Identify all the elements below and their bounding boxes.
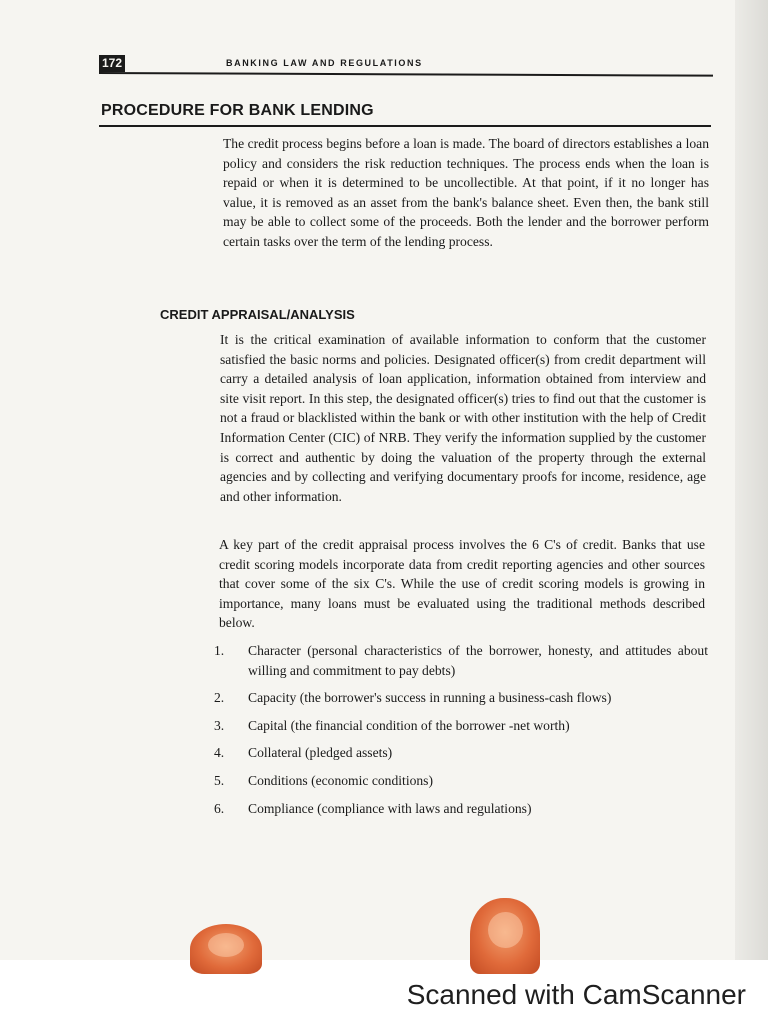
list-item-number: 1. [214, 643, 225, 658]
list-item-number: 3. [214, 717, 225, 733]
six-cs-paragraph: A key part of the credit appraisal process involves the 6 C's of credit. Banks that use credit scoring models incorporate data from credit reporting agencies and other sources that cover some of the six C's. While the use of credit scoring models is growing in importance, many loans must be evaluated using the traditional methods described below. [219, 537, 705, 631]
list-item-number: 6. [214, 800, 225, 816]
section-title: PROCEDURE FOR BANK LENDING [101, 102, 374, 119]
list-item-text: Compliance (compliance with laws and regulations) [248, 800, 532, 816]
intro-paragraph: The credit process begins before a loan is made. The board of directors establishes a loan policy and considers the risk reduction techniques. The process ends when the loan is repaid or when it is determined to be uncollectible. At that point, if it no longer has value, it is removed as an asset from the bank's balance sheet. Even then, the bank still may be able to collect some of the proceeds. Both the lender and the borrower perform certain tasks over the term of the lending process. [223, 136, 709, 249]
running-head: BANKING LAW AND REGULATIONS [226, 58, 423, 68]
scanner-watermark: Scanned with CamScanner [406, 979, 746, 1010]
six-cs-list [214, 641, 708, 826]
appraisal-paragraph: It is the critical examination of available information to conform that the customer satisfied the basic norms and policies. Designated officer(s) from credit department will carry a detailed analysis of loan application, information obtained from interview and site visit report. In this step, the designated officer(s) tries to find out that the customer is not a fraud or blacklisted within the bank or with other institution with the help of Credit Information Center (CIC) of NRB. They verify the information supplied by the customer is correct and authentic by doing the valuation of the property through the external agencies and by collecting and verifying documentary proofs for income, residence, age and other information. [220, 332, 706, 504]
list-item-number: 2. [214, 690, 225, 706]
list-item-number: 5. [214, 772, 225, 788]
list-item-text: Capital (the financial condition of the borrower -net worth) [248, 717, 570, 733]
subsection-title: CREDIT APPRAISAL/ANALYSIS [160, 307, 355, 322]
list-item-number: 4. [214, 745, 225, 761]
page-edge-shadow [735, 0, 768, 960]
section-rule [99, 125, 711, 127]
left-fingertip-image [190, 924, 262, 974]
page-number: 172 [99, 55, 125, 72]
right-fingertip-image [470, 898, 540, 974]
list-item [214, 716, 708, 736]
list-item [214, 641, 708, 680]
list-item-text: Capacity (the borrower's success in running a business-cash flows) [248, 690, 612, 706]
list-item [214, 743, 708, 763]
list-item-text: Conditions (economic conditions) [248, 772, 434, 788]
list-item [214, 799, 708, 819]
list-item [214, 688, 708, 708]
list-item [214, 771, 708, 791]
list-item-text: Collateral (pledged assets) [248, 745, 393, 761]
list-item-text: Character (personal characteristics of the borrower, honesty, and attitudes about willing and commitment to pay debts) [248, 643, 708, 678]
